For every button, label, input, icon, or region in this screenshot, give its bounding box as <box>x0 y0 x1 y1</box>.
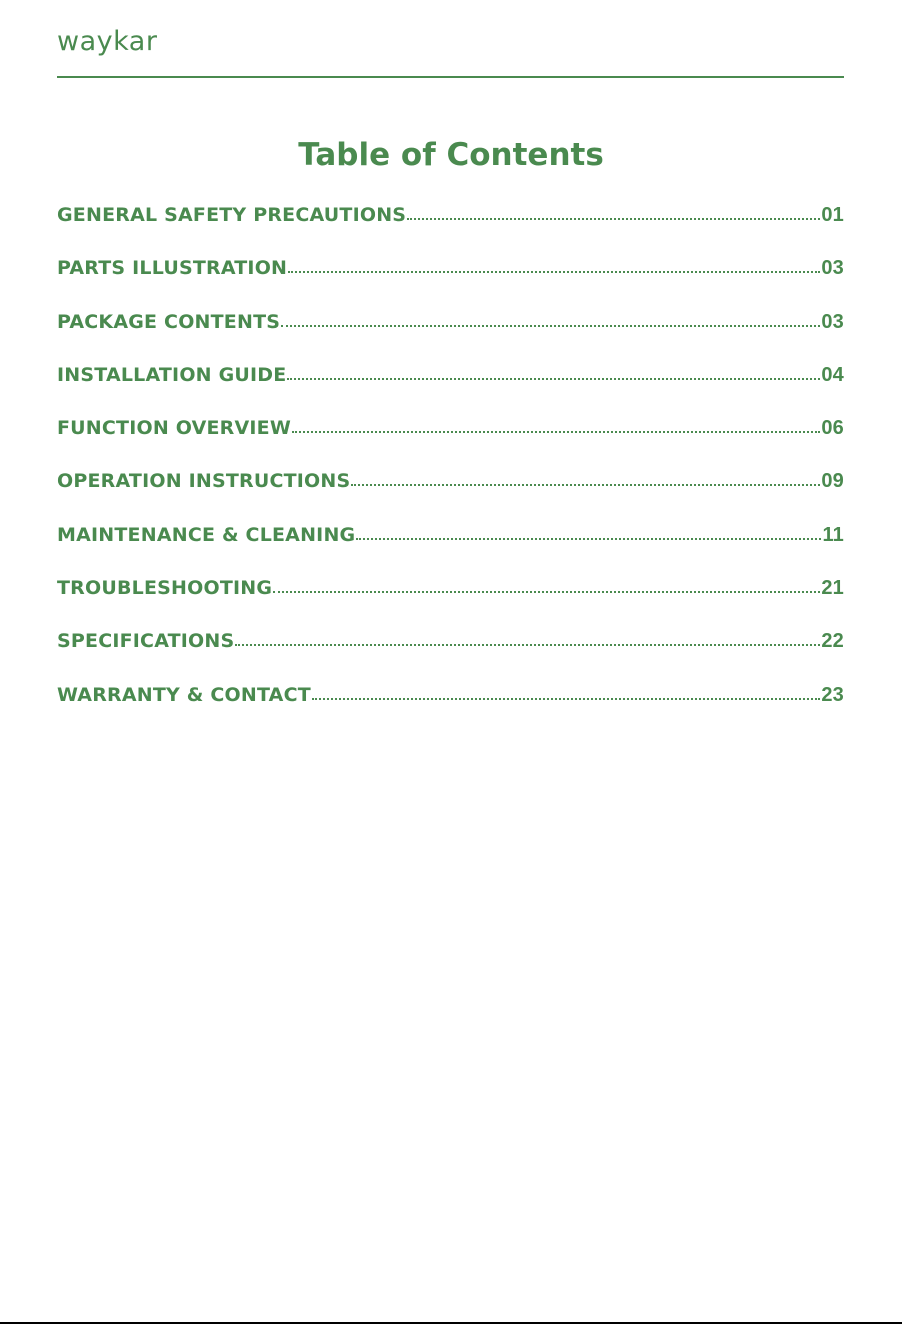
toc-entry-label: TROUBLESHOOTING <box>57 577 273 600</box>
brand-logo: waykar <box>57 26 158 57</box>
toc-entry-page-number: 03 <box>821 310 844 333</box>
toc-entry-label: INSTALLATION GUIDE <box>57 363 287 386</box>
toc-entry-label: PARTS ILLUSTRATION <box>57 257 288 280</box>
toc-entry[interactable] <box>57 405 844 458</box>
toc-entry-page-number: 09 <box>821 470 844 493</box>
toc-entry[interactable] <box>57 565 844 618</box>
page-title: Table of Contents <box>298 136 604 173</box>
toc-dot-leader <box>407 202 820 221</box>
toc-entry-label: GENERAL SAFETY PRECAUTIONS <box>57 204 407 226</box>
toc-entry[interactable] <box>57 512 844 565</box>
toc-entry[interactable] <box>57 299 844 352</box>
toc-dot-leader <box>281 309 820 328</box>
header-divider <box>57 76 844 78</box>
toc-entry[interactable] <box>57 352 844 405</box>
toc-entry[interactable] <box>57 618 844 671</box>
toc-dot-leader <box>292 415 820 434</box>
toc-dot-leader <box>273 575 820 594</box>
toc-entry-label: OPERATION INSTRUCTIONS <box>57 470 351 493</box>
toc-entry-label: MAINTENANCE & CLEANING <box>57 523 356 546</box>
toc-dot-leader <box>356 522 821 541</box>
toc-dot-leader <box>235 628 820 647</box>
toc-entry-label: WARRANTY & CONTACT <box>57 683 311 706</box>
toc-entry-page-number: 01 <box>821 204 844 226</box>
toc-entry-page-number: 06 <box>821 417 844 440</box>
toc-entry[interactable] <box>57 245 844 298</box>
toc-entry[interactable] <box>57 672 844 725</box>
toc-dot-leader <box>312 682 820 701</box>
toc-entry[interactable] <box>57 458 844 511</box>
toc-entry-page-number: 22 <box>821 630 844 653</box>
toc-entry-page-number: 04 <box>821 363 844 386</box>
toc-entry-page-number: 23 <box>821 683 844 706</box>
toc-dot-leader <box>351 468 820 487</box>
toc-entry-page-number: 03 <box>821 257 844 280</box>
toc-dot-leader <box>287 362 820 381</box>
table-of-contents <box>57 192 844 725</box>
toc-entry-label: PACKAGE CONTENTS <box>57 310 281 333</box>
toc-entry[interactable] <box>57 192 844 245</box>
toc-dot-leader <box>288 255 820 274</box>
toc-entry-page-number: 21 <box>821 577 844 600</box>
toc-entry-page-number: 11 <box>822 523 844 546</box>
toc-entry-label: SPECIFICATIONS <box>57 630 235 653</box>
toc-entry-label: FUNCTION OVERVIEW <box>57 417 292 440</box>
